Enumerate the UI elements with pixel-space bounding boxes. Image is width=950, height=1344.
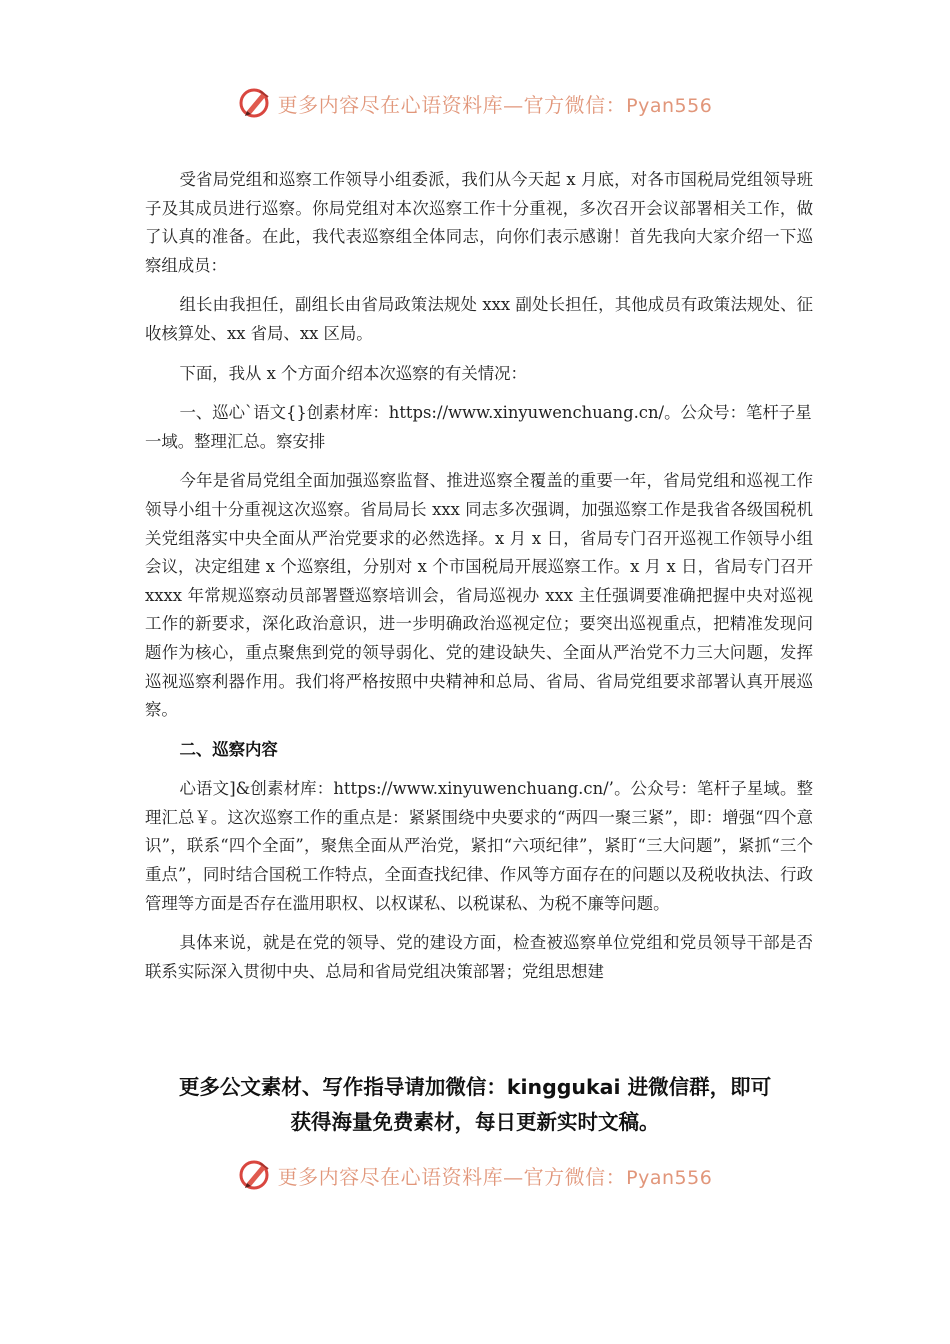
- paragraph-background: 今年是省局党组全面加强巡察监督、推进巡察全覆盖的重要一年，省局党组和巡视工作领导小组十分重视这次巡察。省局局长 xxx 同志多次强调，加强巡察工作是我省各级国税机关党组落实中央全面从严治党要求的必然选择。x 月 x 日，省局专门召开巡视工作领导小组会议，决定组建 x 个巡察组，分别对 x 个市国税局开展巡察工作。x 月 x 日，省局专门召开 xxxx 年常规巡察动员部署暨巡察培训会，省局巡视办 xxx 主任强调要准确把握中央对巡视工作的新要求，深化政治意识，进一步明确政治巡视定位；要突出巡视重点，把精准发现问题作为核心，重点聚焦到党的领导弱化、党的建设缺失、全面从严治党不力三大问题，发挥巡视巡察利器作用。我们将严格按照中央精神和总局、省局、省局党组要求部署认真开展巡察。: [145, 471, 813, 720]
- header-banner-text: 更多内容尽在心语资料库—官方微信：Pyan556: [277, 92, 713, 117]
- footer-banner-text: 更多内容尽在心语资料库—官方微信：Pyan556: [277, 1164, 713, 1189]
- pen-logo-icon: [238, 85, 274, 121]
- paragraph-members: 组长由我担任，副组长由省局政策法规处 xxx 副处长担任，其他成员有政策法规处、征收核算处、xx 省局、xx 区局。: [145, 295, 813, 343]
- promo-line-1: 更多公文素材、写作指导请加微信：kinggukai 进微信群，即可: [178, 1075, 772, 1099]
- footer-banner: [0, 1155, 950, 1195]
- promo-block: [0, 1070, 950, 1140]
- paragraph-details: 具体来说，就是在党的领导、党的建设方面，检查被巡察单位党组和党员领导干部是否联系实际深入贯彻中央、总局和省局党组决策部署；党组思想建: [145, 933, 813, 981]
- document-body: [145, 166, 813, 997]
- section-one-heading: 一、巡心`语文{}创素材库：https://www.xinyuwenchuang.cn/。公众号：笔杆子星一域。整理汇总。察安排: [145, 403, 812, 451]
- paragraph-intro: 受省局党组和巡察工作领导小组委派，我们从今天起 x 月底，对各市国税局党组领导班子及其成员进行巡察。你局党组对本次巡察工作十分重视，多次召开会议部署相关工作，做了认真的准备。在此，我代表巡察组全体同志，向你们表示感谢！首先我向大家介绍一下巡察组成员：: [145, 170, 813, 275]
- header-wechat-id: Pyan556: [626, 94, 713, 117]
- promo-line-2: 获得海量免费素材，每日更新实时文稿。: [290, 1110, 660, 1134]
- section-two-heading: 二、巡察内容: [179, 739, 278, 759]
- footer-wechat-id: Pyan556: [626, 1166, 713, 1189]
- paragraph-overview: 下面，我从 x 个方面介绍本次巡察的有关情况：: [179, 363, 527, 383]
- header-banner: [0, 83, 950, 123]
- paragraph-focus: 心语文]&创素材库：https://www.xinyuwenchuang.cn/’。公众号：笔杆子星域。整理汇总￥。这次巡察工作的重点是：紧紧围绕中央要求的“两四一聚三紧”，即：增强“四个意识”，联系“四个全面”，聚焦全面从严治党，紧扣“六项纪律”，紧盯“三大问题”，紧抓“三个重点”，同时结合国税工作特点，全面查找纪律、作风等方面存在的问题以及税收执法、行政管理等方面是否存在滥用职权、以权谋私、以税谋私、为税不廉等问题。: [145, 779, 813, 913]
- pen-logo-icon: [238, 1157, 274, 1193]
